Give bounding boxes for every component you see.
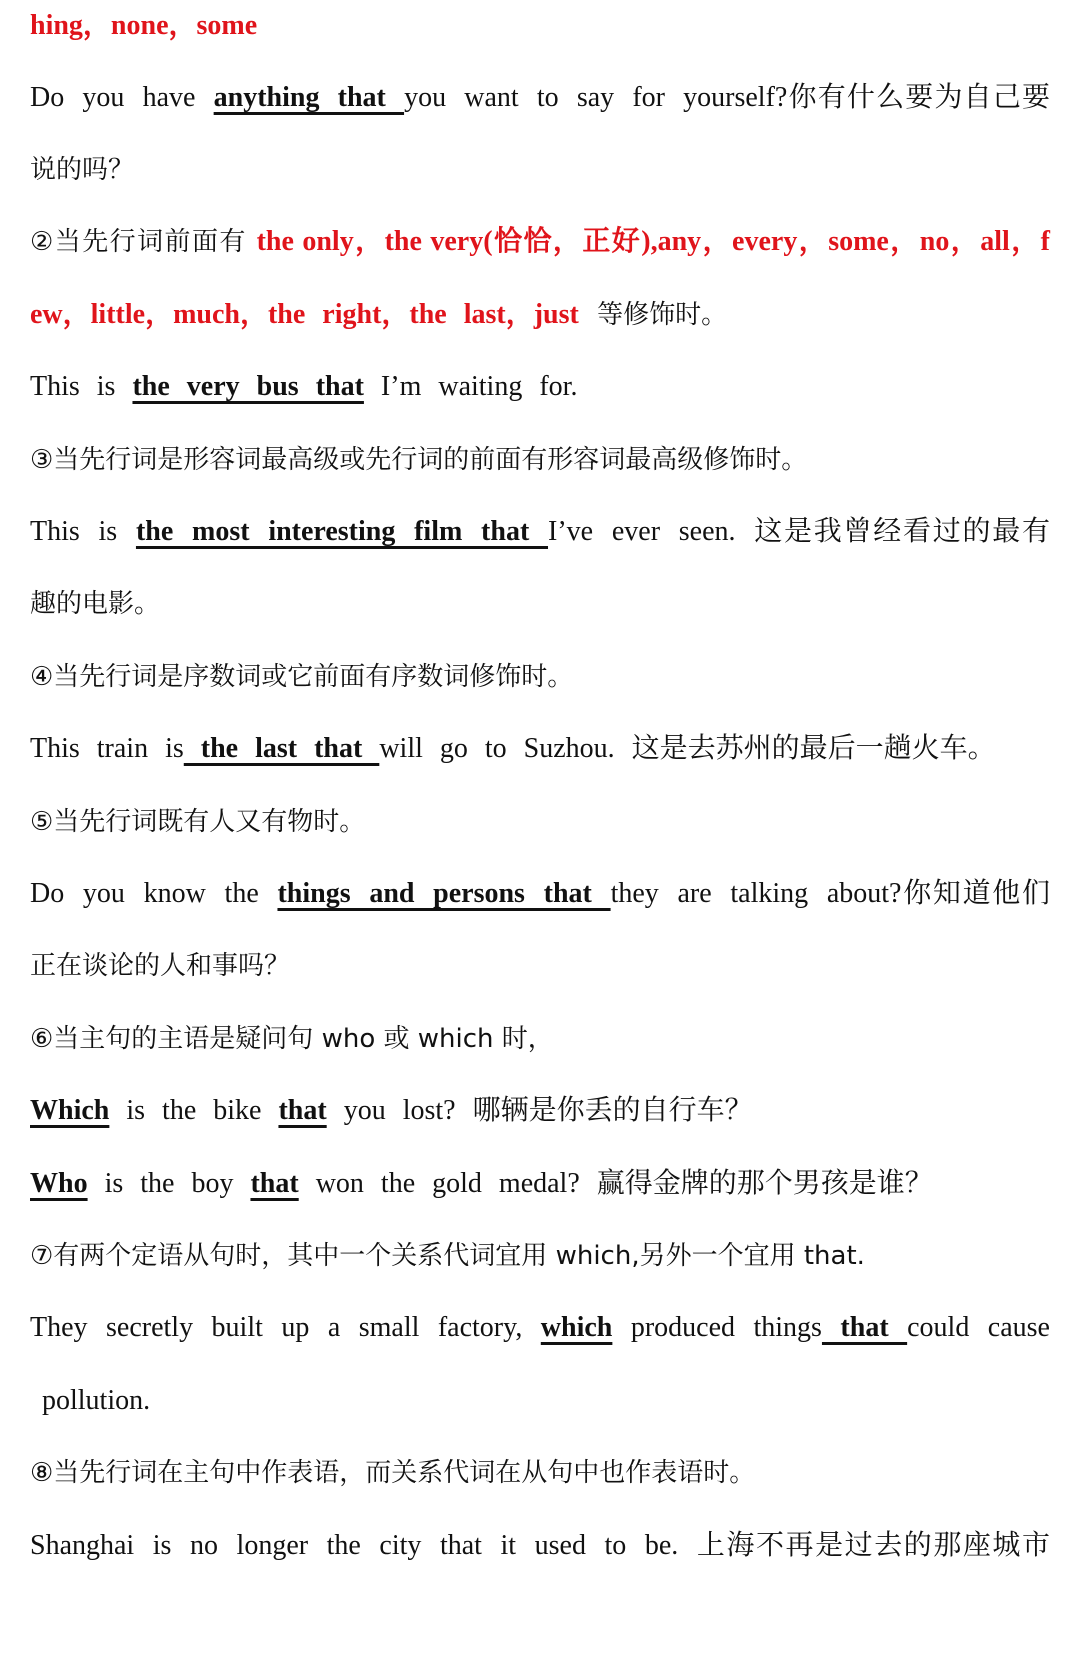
- item-heading: ②当先行词前面有: [30, 227, 257, 257]
- underlined-phrase: anything that: [213, 82, 405, 113]
- line-3: [30, 222, 1050, 262]
- item-heading: ⑥当主句的主语是疑问句 who 或 which 时，: [30, 1024, 554, 1054]
- underlined-phrase: the most interesting film that: [135, 516, 549, 547]
- line-18: [30, 1308, 1050, 1348]
- line-10: [30, 729, 1050, 769]
- text-segment: Do you know the: [30, 878, 278, 909]
- highlighted-text: the only，the very(恰恰，正好),any，every，some，no，all，f: [256, 226, 1050, 257]
- line-19: [42, 1381, 1050, 1421]
- text-segment: will go to Suzhou. 这是去苏州的最后一趟火车。: [379, 733, 996, 764]
- text-segment: they are talking about?你知道他们: [610, 878, 1050, 909]
- text-segment: you lost? 哪辆是你丢的自行车？: [326, 1095, 753, 1126]
- line-20: [30, 1453, 1050, 1493]
- underlined-word: that: [278, 1095, 327, 1126]
- line-0: [30, 6, 1050, 46]
- item-heading: ⑧当先行词在主句中作表语，而关系代词在从句中也作表语时。: [30, 1458, 756, 1488]
- line-1: [30, 78, 1050, 118]
- highlighted-text: hing，none，some: [30, 10, 258, 41]
- underlined-phrase: the last that: [183, 733, 380, 764]
- underlined-word: Who: [30, 1168, 88, 1199]
- line-9: [30, 657, 1050, 697]
- line-14: [30, 1019, 1050, 1059]
- text-segment: is the bike: [109, 1095, 279, 1126]
- line-6: [30, 440, 1050, 480]
- line-8: [30, 584, 1050, 624]
- text-segment: I’m waiting for.: [363, 371, 578, 402]
- text-segment: produced things: [612, 1312, 822, 1343]
- highlighted-text: ew，little，much，the right，the last，just: [30, 299, 579, 330]
- line-21: [30, 1526, 1050, 1566]
- text-segment: could cause: [907, 1312, 1050, 1343]
- text-segment: 说的吗？: [30, 155, 135, 185]
- line-15: [30, 1091, 1050, 1131]
- text-segment: pollution.: [42, 1385, 151, 1416]
- line-17: [30, 1236, 1050, 1276]
- underlined-phrase: the very bus that: [132, 371, 364, 402]
- line-5: [30, 367, 1050, 407]
- item-heading: ③当先行词是形容词最高级或先行词的前面有形容词最高级修饰时。: [30, 445, 808, 475]
- line-13: [30, 946, 1050, 986]
- underlined-word: Which: [30, 1095, 110, 1126]
- line-4: [30, 295, 1050, 335]
- underlined-phrase: things and persons that: [277, 878, 611, 909]
- text-segment: Do you have: [30, 82, 214, 113]
- text-segment: I’ve ever seen. 这是我曾经看过的最有: [548, 516, 1050, 547]
- text-segment: They secretly built up a small factory,: [30, 1312, 541, 1343]
- line-7: [30, 512, 1050, 552]
- text-segment: you want to say for yourself?你有什么要为自己要: [404, 82, 1051, 113]
- text-segment: This is: [30, 371, 133, 402]
- text-segment: won the gold medal? 赢得金牌的那个男孩是谁？: [298, 1168, 933, 1199]
- text-segment: This is: [30, 516, 136, 547]
- text-segment: is the boy: [87, 1168, 251, 1199]
- line-12: [30, 874, 1050, 914]
- text-segment: 正在谈论的人和事吗？: [30, 951, 291, 981]
- line-2: [30, 150, 1050, 190]
- item-heading: ④当先行词是序数词或它前面有序数词修饰时。: [30, 662, 574, 692]
- line-16: [30, 1164, 1050, 1204]
- text-segment: 等修饰时。: [578, 300, 728, 330]
- text-segment: Shanghai is no longer the city that it used to be. 上海不再是过去的那座城市: [30, 1530, 1050, 1561]
- item-heading: ⑤当先行词既有人又有物时。: [30, 807, 366, 837]
- line-11: [30, 802, 1050, 842]
- item-heading: ⑦有两个定语从句时，其中一个关系代词宜用 which,另外一个宜用 that.: [30, 1241, 865, 1271]
- underlined-word: which: [540, 1312, 613, 1343]
- underlined-word: that: [821, 1312, 908, 1343]
- underlined-word: that: [250, 1168, 299, 1199]
- text-segment: 趣的电影。: [30, 589, 161, 619]
- text-segment: This train is: [30, 733, 184, 764]
